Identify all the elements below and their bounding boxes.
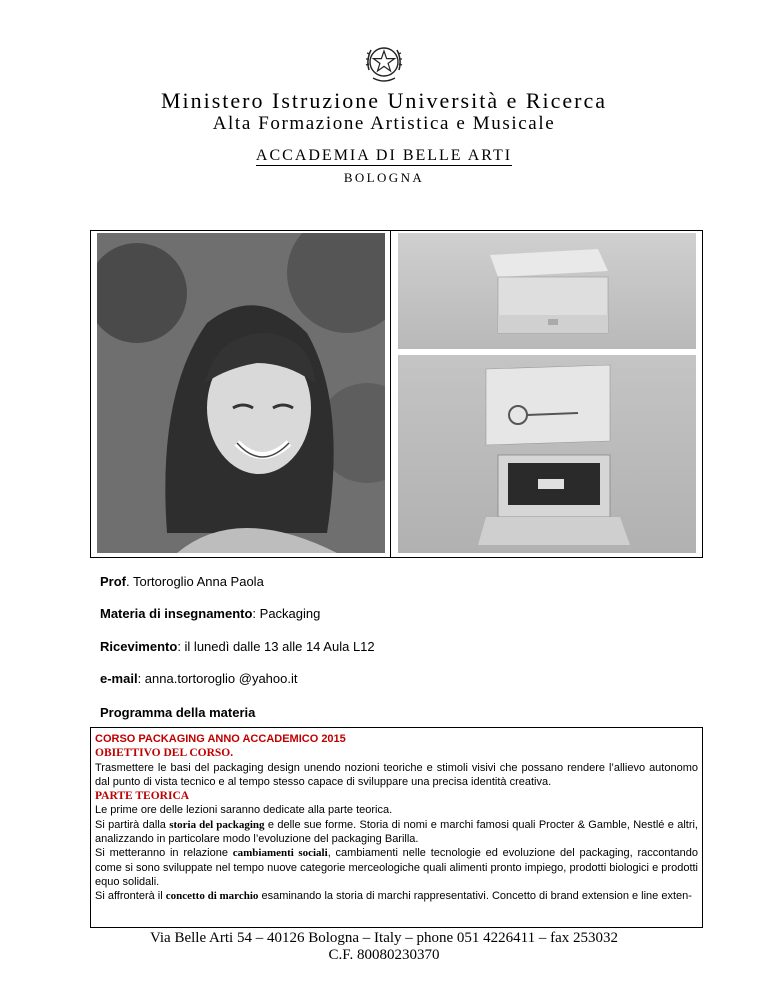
theory-paragraph-4 [95,889,698,903]
reception-value: : il lunedì dalle 13 alle 14 Aula L12 [177,639,375,654]
reception-label: Ricevimento [100,639,178,654]
subject-line [100,606,320,621]
packaging-photo-closed [398,233,696,349]
packaging-open-drawing [398,355,696,553]
portrait-drawing [97,233,385,553]
theory-paragraph-2 [95,818,698,847]
photo-divider [390,231,391,557]
email-line [100,671,297,686]
theory-paragraph-3 [95,846,698,889]
theory-title: PARTE TEORICA [95,790,190,803]
footer-address: Via Belle Arti 54 – 40126 Bologna – Italy – phone 051 4226411 – fax 253032 [149,930,619,946]
p3-end: , cambiamenti nelle tecnologie ed evoluzione del packaging, raccontando come si sono sviluppate nel tempo nuove categorie merceologiche quali alimenti pronto impiego, prodotti biologici e prodotti equo solidali. [95,847,699,888]
p3-emphasis: cambiamenti sociali [232,847,328,860]
ministry-title: Ministero Istruzione Università e Ricerca [160,88,608,113]
p4-start: Si affronterà il [95,890,166,903]
p3-start: Si metteranno in relazione [95,847,233,860]
email-label: e-mail [100,671,138,686]
p2-start: Si partirà dalla [95,818,170,831]
p4-emphasis: concetto di marchio [165,890,259,903]
objective-title: OBIETTIVO DEL CORSO. [95,747,234,760]
p2-emphasis: storia del packaging [169,818,265,831]
academy-title-text: ACCADEMIA DI BELLE ARTI [255,147,513,164]
republic-emblem-icon [361,40,407,86]
objective-text: Trasmettere le basi del packaging design unendo nozioni teoriche e stimoli visivi che possano rendere l’allievo autonomo dal punto di vista tecnico e al tempo stesso capace di sviluppare una precisa identità creativa. [95,761,698,788]
packaging-closed-drawing [398,233,696,349]
email-value: : anna.tortoroglio @yahoo.it [137,671,298,686]
academy-title [0,147,768,165]
professor-line [100,574,264,589]
professor-label: Prof [100,574,126,589]
theory-paragraph-1: Le prime ore delle lezioni saranno dedicate alla parte teorica. [95,804,393,817]
program-heading: Programma della materia [100,705,256,720]
footer-cf: C.F. 80080230370 [328,947,440,963]
afam-subtitle: Alta Formazione Artistica e Musicale [212,113,556,134]
p2-end: e delle sue forme. Storia di nomi e marchi famosi quali Procter & Gamble, Nestlé e altri, analizzando in particolare modo l’evoluzione del packaging Barilla. [95,818,698,846]
reception-line [100,639,375,654]
packaging-photo-open [398,355,696,553]
subject-label: Materia di insegnamento [100,606,253,621]
program-box [90,727,703,928]
p4-end: esaminando la storia di marchi rappresentativi. Concetto di brand extension e line exten- [258,890,692,903]
portrait-photo [97,233,385,553]
professor-value: . Tortoroglio Anna Paola [126,574,264,589]
academy-city: BOLOGNA [343,170,425,185]
course-title: CORSO PACKAGING ANNO ACCADEMICO 2015 [95,733,346,745]
photo-frame [90,230,703,558]
subject-value: : Packaging [252,606,321,621]
